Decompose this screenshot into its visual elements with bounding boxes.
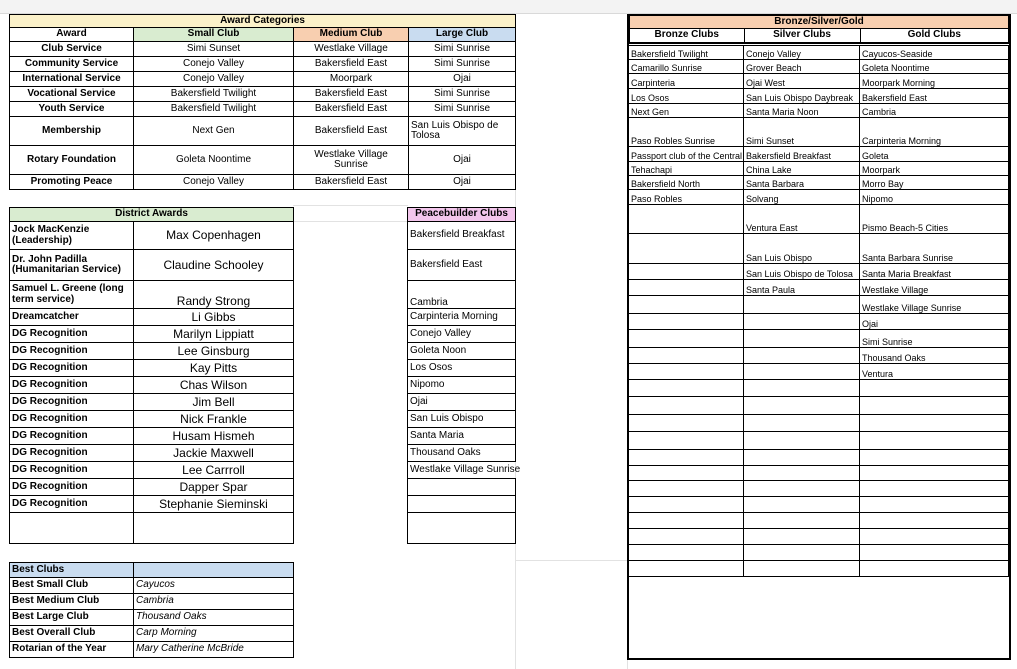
gold-club: Westlake Village Sunrise	[860, 296, 1009, 314]
gold-club	[860, 481, 1009, 497]
table-row	[10, 626, 294, 642]
gold-club: Carpinteria Morning	[860, 118, 1009, 147]
award-name: Samuel L. Greene (long term service)	[10, 281, 134, 309]
table-row	[10, 250, 294, 281]
sheet-top-strip	[0, 0, 1017, 14]
table-row	[629, 190, 1009, 205]
gold-club: Cayucos-Seaside	[860, 46, 1009, 60]
award-name: DG Recognition	[10, 411, 134, 428]
table-row	[629, 296, 1009, 314]
club-name: Westlake Village Sunrise	[408, 462, 516, 479]
cell: San Luis Obispo de Tolosa	[409, 117, 516, 146]
silver-club	[744, 330, 860, 348]
table-row	[10, 222, 294, 250]
cell: Next Gen	[134, 117, 294, 146]
bronze-silver-gold-rows	[628, 45, 1009, 577]
silver-club	[744, 497, 860, 513]
gold-club: Santa Maria Breakfast	[860, 264, 1009, 280]
club-name: Santa Maria	[408, 428, 516, 445]
table-row	[629, 176, 1009, 190]
table-row-empty	[629, 415, 1009, 432]
award-name: DG Recognition	[10, 326, 134, 343]
silver-club	[744, 348, 860, 364]
category-label: Best Overall Club	[10, 626, 134, 642]
table-row-empty	[629, 450, 1009, 466]
bronze-club	[629, 364, 744, 380]
award-name: DG Recognition	[10, 360, 134, 377]
table-row	[10, 326, 294, 343]
cell: Conejo Valley	[134, 72, 294, 87]
table-row-empty	[629, 561, 1009, 577]
club-name: San Luis Obispo	[408, 411, 516, 428]
category-label: Best Small Club	[10, 578, 134, 594]
recipient: Marilyn Lippiatt	[134, 326, 294, 343]
table-row	[629, 46, 1009, 60]
silver-club	[744, 466, 860, 481]
recipient: Li Gibbs	[134, 309, 294, 326]
bronze-silver-gold-table	[628, 14, 1010, 44]
bronze-club: Paso Robles Sunrise	[629, 118, 744, 147]
bronze-club: Next Gen	[629, 104, 744, 118]
cell: Moorpark	[294, 72, 409, 87]
club-name: Conejo Valley	[408, 326, 516, 343]
gold-club: Santa Barbara Sunrise	[860, 234, 1009, 264]
best-clubs-title: Best Clubs	[10, 563, 134, 578]
award-name: Vocational Service	[10, 87, 134, 102]
table-row	[10, 146, 516, 175]
table-row	[629, 89, 1009, 104]
recipient: Dapper Spar	[134, 479, 294, 496]
table-row	[629, 74, 1009, 89]
silver-club: Conejo Valley	[744, 46, 860, 60]
silver-club	[744, 450, 860, 466]
bronze-club: Los Osos	[629, 89, 744, 104]
table-row	[629, 234, 1009, 264]
club-name: Bakersfield East	[408, 250, 516, 281]
table-row-empty	[629, 497, 1009, 513]
gold-club: Moorpark	[860, 162, 1009, 176]
award-name: Jock MacKenzie (Leadership)	[10, 222, 134, 250]
silver-club	[744, 432, 860, 450]
silver-club: Santa Maria Noon	[744, 104, 860, 118]
bronze-club	[629, 513, 744, 529]
gold-club: Bakersfield East	[860, 89, 1009, 104]
header-gold: Gold Clubs	[860, 28, 1009, 43]
table-row	[10, 281, 294, 309]
table-row	[629, 60, 1009, 74]
gold-club	[860, 545, 1009, 561]
table-row	[629, 147, 1009, 162]
gold-club: Simi Sunrise	[860, 330, 1009, 348]
award-name: DG Recognition	[10, 479, 134, 496]
bronze-club	[629, 432, 744, 450]
bronze-club	[629, 561, 744, 577]
bronze-club	[629, 450, 744, 466]
silver-club: Santa Barbara	[744, 176, 860, 190]
gold-club	[860, 561, 1009, 577]
category-label: Rotarian of the Year	[10, 642, 134, 658]
club-name: Goleta Noon	[408, 343, 516, 360]
bsg-title: Bronze/Silver/Gold	[629, 15, 1009, 28]
table-row	[10, 479, 294, 496]
cell: Conejo Valley	[134, 175, 294, 190]
cell: Bakersfield East	[294, 57, 409, 72]
table-row	[10, 102, 516, 117]
award-name: Youth Service	[10, 102, 134, 117]
cell: Ojai	[409, 146, 516, 175]
gold-club	[860, 529, 1009, 545]
cell: Simi Sunrise	[409, 57, 516, 72]
silver-club	[744, 545, 860, 561]
cell: Bakersfield Twilight	[134, 87, 294, 102]
cell: Simi Sunrise	[409, 42, 516, 57]
club-name: Cambria	[408, 281, 516, 309]
cell: Goleta Noontime	[134, 146, 294, 175]
table-row-empty	[629, 481, 1009, 497]
award-name: Membership	[10, 117, 134, 146]
gold-club: Nipomo	[860, 190, 1009, 205]
bronze-club: Bakersfield Twilight	[629, 46, 744, 60]
header-bronze: Bronze Clubs	[629, 28, 744, 43]
category-label: Best Medium Club	[10, 594, 134, 610]
bronze-club	[629, 466, 744, 481]
table-row-empty	[629, 545, 1009, 561]
header-award: Award	[10, 28, 134, 42]
cell: Bakersfield East	[294, 117, 409, 146]
award-name: Community Service	[10, 57, 134, 72]
silver-club: China Lake	[744, 162, 860, 176]
table-row	[10, 642, 294, 658]
award-name: Rotary Foundation	[10, 146, 134, 175]
club-name: Los Osos	[408, 360, 516, 377]
bronze-club	[629, 545, 744, 561]
silver-club: San Luis Obispo	[744, 234, 860, 264]
gold-club: Ventura	[860, 364, 1009, 380]
silver-club	[744, 397, 860, 415]
table-row	[10, 578, 294, 594]
silver-club: Santa Paula	[744, 280, 860, 296]
cell: Westlake Village Sunrise	[294, 146, 409, 175]
table-row	[10, 445, 294, 462]
table-row-empty	[629, 529, 1009, 545]
winner: Cambria	[134, 594, 294, 610]
silver-club	[744, 561, 860, 577]
district-awards-table	[9, 207, 294, 544]
silver-club	[744, 296, 860, 314]
cell: Ojai	[409, 175, 516, 190]
award-name: Dr. John Padilla (Humanitarian Service)	[10, 250, 134, 281]
silver-club: Ojai West	[744, 74, 860, 89]
gold-club: Cambria	[860, 104, 1009, 118]
table-row	[629, 205, 1009, 234]
bronze-club: Camarillo Sunrise	[629, 60, 744, 74]
category-label: Best Large Club	[10, 610, 134, 626]
table-row	[10, 428, 294, 445]
silver-club	[744, 314, 860, 330]
gold-club: Goleta Noontime	[860, 60, 1009, 74]
table-row	[10, 610, 294, 626]
table-row	[10, 360, 294, 377]
table-row	[629, 280, 1009, 296]
award-name: DG Recognition	[10, 343, 134, 360]
winner: Mary Catherine McBride	[134, 642, 294, 658]
table-row	[629, 118, 1009, 147]
gold-club: Pismo Beach-5 Cities	[860, 205, 1009, 234]
cell: Bakersfield East	[294, 87, 409, 102]
award-name: DG Recognition	[10, 428, 134, 445]
header-medium-club: Medium Club	[294, 28, 409, 42]
table-row	[629, 314, 1009, 330]
bronze-club: Paso Robles	[629, 190, 744, 205]
bronze-club	[629, 415, 744, 432]
award-categories-table	[9, 14, 516, 190]
recipient: Stephanie Sieminski	[134, 496, 294, 513]
silver-club	[744, 513, 860, 529]
winner: Carp Morning	[134, 626, 294, 642]
award-name: International Service	[10, 72, 134, 87]
silver-club	[744, 529, 860, 545]
header-large-club: Large Club	[409, 28, 516, 42]
table-row	[10, 377, 294, 394]
cell: Conejo Valley	[134, 57, 294, 72]
club-name: Nipomo	[408, 377, 516, 394]
bronze-club: Bakersfield North	[629, 176, 744, 190]
table-row	[629, 162, 1009, 176]
silver-club: Bakersfield Breakfast	[744, 147, 860, 162]
recipient: Jim Bell	[134, 394, 294, 411]
award-name: DG Recognition	[10, 445, 134, 462]
bronze-club	[629, 264, 744, 280]
gold-club	[860, 415, 1009, 432]
table-row	[10, 594, 294, 610]
cell: Bakersfield Twilight	[134, 102, 294, 117]
table-row	[10, 411, 294, 428]
cell: Bakersfield East	[294, 102, 409, 117]
recipient: Kay Pitts	[134, 360, 294, 377]
award-name: DG Recognition	[10, 377, 134, 394]
recipient: Claudine Schooley	[134, 250, 294, 281]
bronze-club: Passport club of the Central	[629, 147, 744, 162]
winner: Cayucos	[134, 578, 294, 594]
table-row	[10, 42, 516, 57]
gold-club: Goleta	[860, 147, 1009, 162]
award-name: Promoting Peace	[10, 175, 134, 190]
silver-club	[744, 415, 860, 432]
silver-club	[744, 481, 860, 497]
winner: Thousand Oaks	[134, 610, 294, 626]
table-row	[10, 87, 516, 102]
gold-club	[860, 397, 1009, 415]
silver-club: Ventura East	[744, 205, 860, 234]
gold-club	[860, 450, 1009, 466]
cell: Simi Sunrise	[409, 87, 516, 102]
table-row-empty	[629, 380, 1009, 397]
recipient: Max Copenhagen	[134, 222, 294, 250]
recipient: Randy Strong	[134, 281, 294, 309]
gold-club: Moorpark Morning	[860, 74, 1009, 89]
table-row	[629, 348, 1009, 364]
table-row	[629, 264, 1009, 280]
peacebuilder-table	[407, 207, 521, 544]
bronze-club: Tehachapi	[629, 162, 744, 176]
table-row	[10, 175, 516, 190]
table-row-empty	[629, 397, 1009, 415]
cell: Westlake Village	[294, 42, 409, 57]
gold-club: Thousand Oaks	[860, 348, 1009, 364]
silver-club: San Luis Obispo Daybreak	[744, 89, 860, 104]
gold-club	[860, 497, 1009, 513]
silver-club: Grover Beach	[744, 60, 860, 74]
header-silver: Silver Clubs	[744, 28, 860, 43]
award-categories-title: Award Categories	[10, 15, 516, 28]
club-name: Bakersfield Breakfast	[408, 222, 516, 250]
cell: Ojai	[409, 72, 516, 87]
gold-club: Morro Bay	[860, 176, 1009, 190]
table-row-empty	[10, 513, 294, 544]
gold-club	[860, 380, 1009, 397]
table-row	[629, 104, 1009, 118]
table-row	[10, 496, 294, 513]
table-row	[10, 309, 294, 326]
cell: Simi Sunrise	[409, 102, 516, 117]
best-clubs-table	[9, 562, 294, 658]
bronze-club	[629, 330, 744, 348]
gold-club	[860, 513, 1009, 529]
recipient: Lee Carrroll	[134, 462, 294, 479]
table-row	[10, 343, 294, 360]
peacebuilder-title: Peacebuilder Clubs	[408, 208, 516, 222]
silver-club: Solvang	[744, 190, 860, 205]
bronze-club	[629, 205, 744, 234]
bronze-club	[629, 348, 744, 364]
bronze-club	[629, 296, 744, 314]
gold-club	[860, 432, 1009, 450]
silver-club	[744, 380, 860, 397]
gold-club: Westlake Village	[860, 280, 1009, 296]
award-name: DG Recognition	[10, 394, 134, 411]
bronze-club	[629, 497, 744, 513]
bronze-club: Carpinteria	[629, 74, 744, 89]
table-row	[10, 57, 516, 72]
table-row	[629, 330, 1009, 348]
silver-club	[744, 364, 860, 380]
recipient: Nick Frankle	[134, 411, 294, 428]
gold-club: Ojai	[860, 314, 1009, 330]
bronze-club	[629, 280, 744, 296]
bronze-club	[629, 314, 744, 330]
cell: Bakersfield East	[294, 175, 409, 190]
bronze-club	[629, 380, 744, 397]
cell: Simi Sunset	[134, 42, 294, 57]
table-row	[629, 364, 1009, 380]
table-row	[10, 117, 516, 146]
table-row-empty	[629, 432, 1009, 450]
table-row	[10, 72, 516, 87]
recipient: Chas Wilson	[134, 377, 294, 394]
award-name: DG Recognition	[10, 462, 134, 479]
district-awards-title: District Awards	[10, 208, 294, 222]
table-row-empty	[629, 466, 1009, 481]
bronze-club	[629, 481, 744, 497]
bronze-club	[629, 397, 744, 415]
table-row	[10, 394, 294, 411]
recipient: Husam Hismeh	[134, 428, 294, 445]
header-small-club: Small Club	[134, 28, 294, 42]
club-name: Ojai	[408, 394, 516, 411]
club-name: Carpinteria Morning	[408, 309, 516, 326]
bronze-club	[629, 234, 744, 264]
recipient: Jackie Maxwell	[134, 445, 294, 462]
gold-club	[860, 466, 1009, 481]
silver-club: San Luis Obispo de Tolosa	[744, 264, 860, 280]
table-row-empty	[629, 513, 1009, 529]
bronze-club	[629, 529, 744, 545]
club-name: Thousand Oaks	[408, 445, 516, 462]
award-name: Dreamcatcher	[10, 309, 134, 326]
recipient: Lee Ginsburg	[134, 343, 294, 360]
award-name: DG Recognition	[10, 496, 134, 513]
award-name: Club Service	[10, 42, 134, 57]
table-row	[10, 462, 294, 479]
silver-club: Simi Sunset	[744, 118, 860, 147]
